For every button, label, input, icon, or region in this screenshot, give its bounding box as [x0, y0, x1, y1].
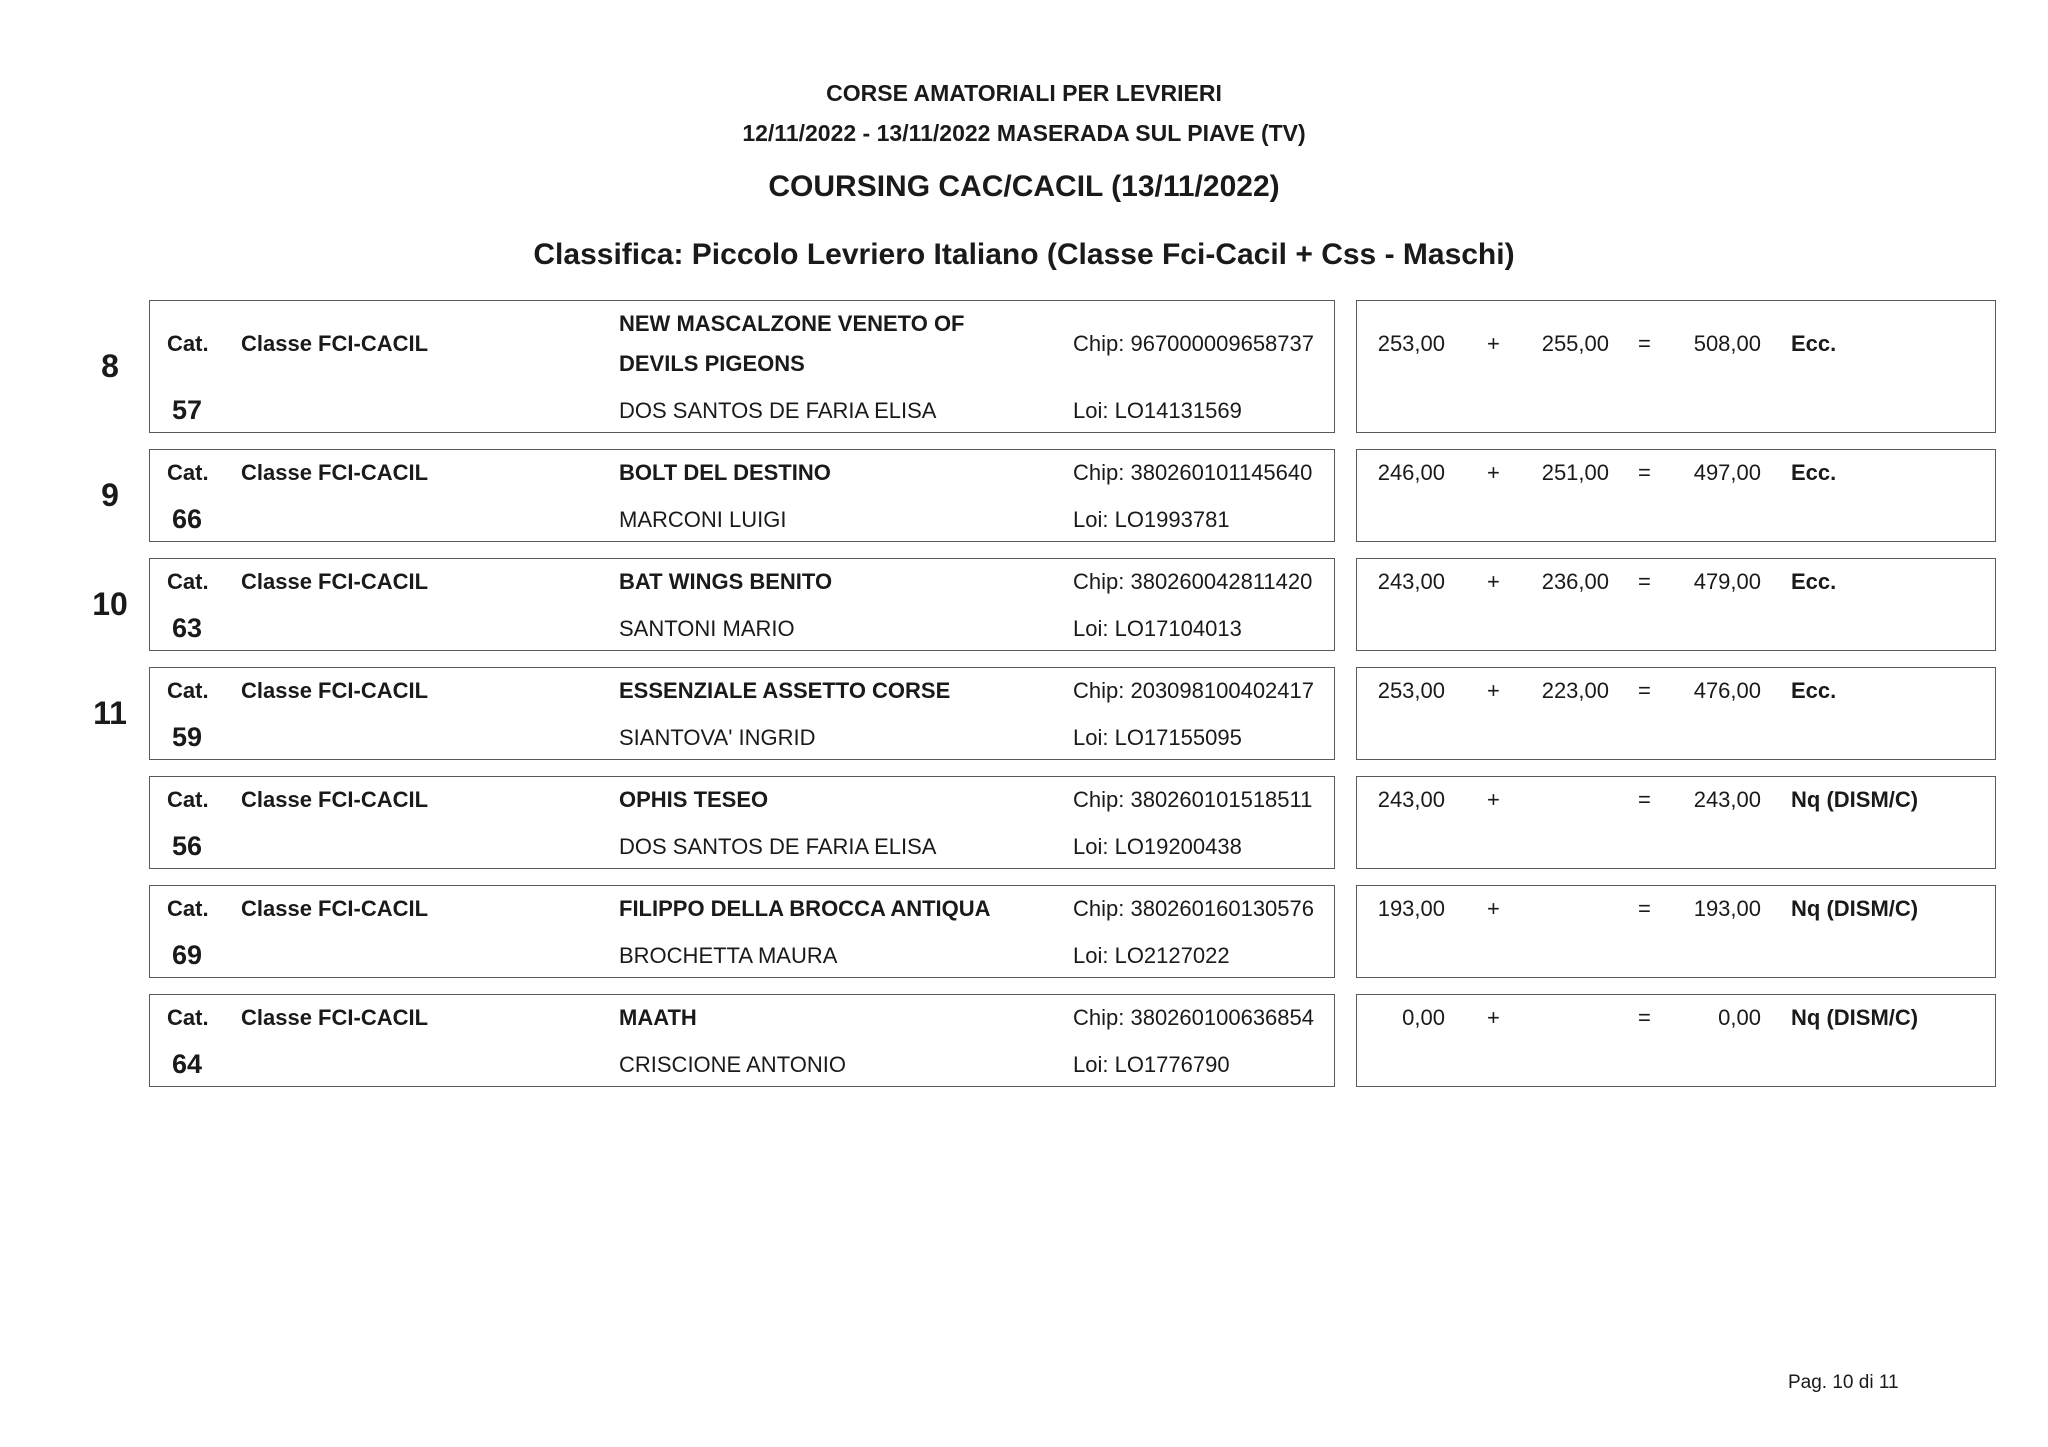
total-score: 508,00 — [1693, 331, 1761, 356]
rank-number: 11 — [93, 694, 127, 731]
owner-name: MARCONI LUIGI — [619, 507, 787, 532]
list-item — [0, 667, 2048, 760]
catalog-number: 59 — [172, 722, 203, 752]
chip-number: Chip: 380260101145640 — [1073, 460, 1313, 485]
catalog-number: 69 — [172, 940, 203, 970]
class-label: Classe FCI-CACIL — [241, 460, 429, 485]
equals-sign: = — [1638, 1005, 1651, 1030]
list-item — [0, 558, 2048, 651]
total-score: 497,00 — [1693, 460, 1761, 485]
grade-label: Ecc. — [1791, 460, 1837, 485]
class-label: Classe FCI-CACIL — [241, 331, 429, 356]
catalog-number: 66 — [172, 504, 203, 534]
entry-details-box — [149, 449, 1335, 542]
plus-sign: + — [1487, 1005, 1500, 1030]
owner-name: SANTONI MARIO — [619, 616, 795, 641]
loi-number: Loi: LO1776790 — [1073, 1052, 1230, 1077]
entry-scores-box — [1356, 667, 1996, 760]
entry-details-box — [149, 300, 1335, 433]
entry-details-box — [149, 885, 1335, 978]
cat-label: Cat. — [167, 678, 209, 703]
total-score: 479,00 — [1693, 569, 1761, 594]
entry-details-box — [149, 667, 1335, 760]
plus-sign: + — [1487, 331, 1500, 356]
dog-name: BOLT DEL DESTINO — [619, 460, 831, 485]
catalog-number: 63 — [172, 613, 203, 643]
equals-sign: = — [1638, 331, 1651, 356]
entry-scores-box — [1356, 449, 1996, 542]
cat-label: Cat. — [167, 331, 209, 356]
rank-number: 10 — [92, 585, 128, 622]
grade-label: Ecc. — [1791, 678, 1837, 703]
list-item — [0, 885, 2048, 978]
rank-number: 8 — [101, 347, 119, 384]
score-first-run: 0,00 — [1402, 1005, 1445, 1030]
score-first-run: 253,00 — [1377, 331, 1445, 356]
entry-scores-box — [1356, 558, 1996, 651]
cat-label: Cat. — [167, 569, 209, 594]
dog-name: BAT WINGS BENITO — [619, 569, 833, 594]
dog-name: MAATH — [619, 1005, 697, 1030]
chip-number: Chip: 967000009658737 — [1073, 331, 1315, 356]
entry-details-box — [149, 776, 1335, 869]
dog-name: FILIPPO DELLA BROCCA ANTIQUA — [619, 896, 991, 921]
score-first-run: 243,00 — [1377, 569, 1445, 594]
total-score: 243,00 — [1693, 787, 1761, 812]
owner-name: DOS SANTOS DE FARIA ELISA — [619, 398, 937, 423]
score-second-run: 255,00 — [1541, 331, 1609, 356]
list-item — [0, 300, 2048, 433]
grade-label: Nq (DISM/C) — [1791, 787, 1919, 812]
class-label: Classe FCI-CACIL — [241, 569, 429, 594]
entry-details-box — [149, 558, 1335, 651]
dog-name: ESSENZIALE ASSETTO CORSE — [619, 678, 951, 703]
equals-sign: = — [1638, 896, 1651, 921]
equals-sign: = — [1638, 787, 1651, 812]
dog-name: OPHIS TESEO — [619, 787, 769, 812]
class-label: Classe FCI-CACIL — [241, 678, 429, 703]
owner-name: BROCHETTA MAURA — [619, 943, 838, 968]
loi-number: Loi: LO19200438 — [1073, 834, 1242, 859]
page-number: Pag. 10 di 11 — [1788, 1372, 1899, 1393]
owner-name: SIANTOVA' INGRID — [619, 725, 816, 750]
grade-label: Ecc. — [1791, 331, 1837, 356]
catalog-number: 57 — [172, 395, 203, 425]
loi-number: Loi: LO17155095 — [1073, 725, 1242, 750]
rank-number: 9 — [101, 476, 119, 513]
grade-label: Nq (DISM/C) — [1791, 1005, 1919, 1030]
event-title: CORSE AMATORIALI PER LEVRIERI — [826, 80, 1222, 106]
total-score: 193,00 — [1693, 896, 1761, 921]
catalog-number: 56 — [172, 831, 203, 861]
cat-label: Cat. — [167, 787, 209, 812]
equals-sign: = — [1638, 460, 1651, 485]
cat-label: Cat. — [167, 460, 209, 485]
cat-label: Cat. — [167, 1005, 209, 1030]
competition-title: COURSING CAC/CACIL (13/11/2022) — [768, 170, 1280, 203]
entry-scores-box — [1356, 776, 1996, 869]
entry-scores-box — [1356, 885, 1996, 978]
loi-number: Loi: LO1993781 — [1073, 507, 1230, 532]
plus-sign: + — [1487, 460, 1500, 485]
catalog-number: 64 — [172, 1049, 203, 1079]
score-second-run: 251,00 — [1541, 460, 1609, 485]
total-score: 0,00 — [1718, 1005, 1761, 1030]
total-score: 476,00 — [1693, 678, 1761, 703]
plus-sign: + — [1487, 678, 1500, 703]
class-label: Classe FCI-CACIL — [241, 896, 429, 921]
equals-sign: = — [1638, 678, 1651, 703]
score-first-run: 253,00 — [1377, 678, 1445, 703]
list-item — [0, 994, 2048, 1087]
chip-number: Chip: 380260042811420 — [1073, 569, 1313, 594]
chip-number: Chip: 380260101518511 — [1073, 787, 1313, 812]
plus-sign: + — [1487, 569, 1500, 594]
grade-label: Ecc. — [1791, 569, 1837, 594]
plus-sign: + — [1487, 896, 1500, 921]
entry-details-box — [149, 994, 1335, 1087]
score-first-run: 246,00 — [1377, 460, 1445, 485]
class-label: Classe FCI-CACIL — [241, 1005, 429, 1030]
score-second-run: 223,00 — [1541, 678, 1609, 703]
ranking-title: Classifica: Piccolo Levriero Italiano (Classe Fci-Cacil + Css - Maschi) — [533, 238, 1515, 271]
owner-name: DOS SANTOS DE FARIA ELISA — [619, 834, 937, 859]
plus-sign: + — [1487, 787, 1500, 812]
equals-sign: = — [1638, 569, 1651, 594]
owner-name: CRISCIONE ANTONIO — [619, 1052, 846, 1077]
chip-number: Chip: 203098100402417 — [1073, 678, 1315, 703]
entry-scores-box — [1356, 300, 1996, 433]
score-first-run: 243,00 — [1377, 787, 1445, 812]
event-dates-location: 12/11/2022 - 13/11/2022 MASERADA SUL PIAVE (TV) — [742, 120, 1306, 146]
grade-label: Nq (DISM/C) — [1791, 896, 1919, 921]
loi-number: Loi: LO17104013 — [1073, 616, 1242, 641]
chip-number: Chip: 380260100636854 — [1073, 1005, 1315, 1030]
dog-name-continued: DEVILS PIGEONS — [619, 351, 805, 376]
chip-number: Chip: 380260160130576 — [1073, 896, 1315, 921]
entry-scores-box — [1356, 994, 1996, 1087]
loi-number: Loi: LO2127022 — [1073, 943, 1230, 968]
list-item — [0, 776, 2048, 869]
list-item — [0, 449, 2048, 542]
dog-name: NEW MASCALZONE VENETO OF — [619, 311, 965, 336]
cat-label: Cat. — [167, 896, 209, 921]
score-first-run: 193,00 — [1377, 896, 1445, 921]
score-second-run: 236,00 — [1541, 569, 1609, 594]
loi-number: Loi: LO14131569 — [1073, 398, 1242, 423]
class-label: Classe FCI-CACIL — [241, 787, 429, 812]
